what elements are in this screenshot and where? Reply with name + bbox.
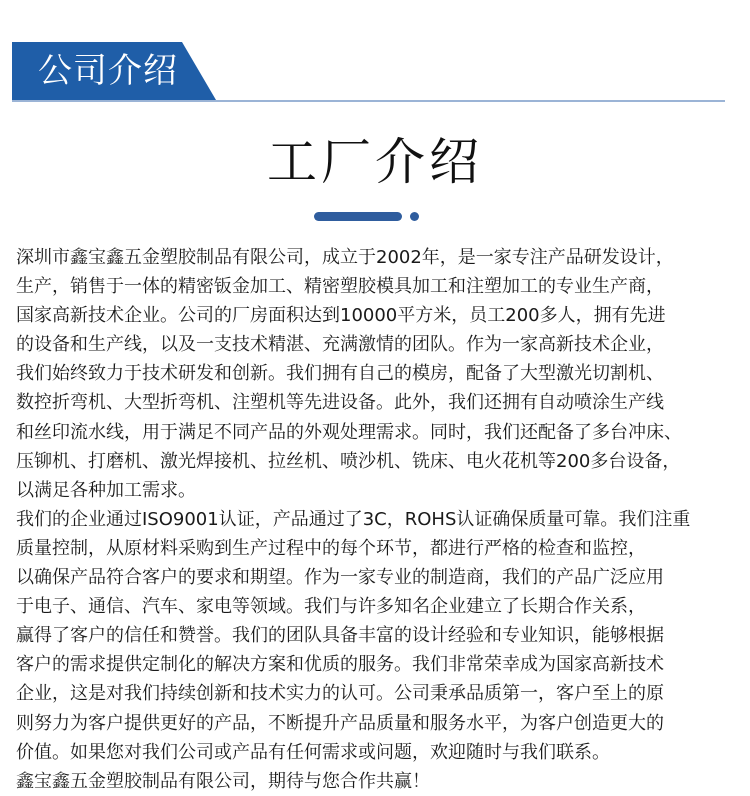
description-line: 生产，销售于一体的精密钣金加工、精密塑胶模具加工和注塑加工的专业生产商，	[16, 276, 664, 298]
description-line: 数控折弯机、大型折弯机、注塑机等先进设备。此外，我们还拥有自动喷涂生产线	[16, 392, 664, 414]
description-line: 和丝印流水线，用于满足不同产品的外观处理需求。同时，我们还配备了多台冲床、	[16, 421, 682, 443]
header-divider	[12, 100, 725, 102]
description-line: 以满足各种加工需求。	[16, 479, 196, 501]
description-line: 客户的需求提供定制化的解决方案和优质的服务。我们非常荣幸成为国家高新技术	[16, 654, 664, 676]
description-line: 价值。如果您对我们公司或产品有任何需求或问题，欢迎随时与我们联系。	[16, 741, 610, 763]
description-line: 赢得了客户的信任和赞誉。我们的团队具备丰富的设计经验和专业知识，能够根据	[16, 625, 664, 647]
description-line: 我们始终致力于技术研发和创新。我们拥有自己的模房，配备了大型激光切割机、	[16, 363, 664, 385]
description-line: 以确保产品符合客户的要求和期望。作为一家专业的制造商，我们的产品广泛应用	[16, 567, 664, 589]
title-accent-bar	[314, 212, 402, 221]
description-line: 鑫宝鑫五金塑胶制品有限公司，期待与您合作共赢！	[16, 770, 430, 792]
description-line: 企业，这是对我们持续创新和技术实力的认可。公司秉承品质第一，客户至上的原	[16, 683, 664, 705]
company-description	[16, 243, 740, 796]
description-line: 则努力为客户提供更好的产品，不断提升产品质量和服务水平，为客户创造更大的	[16, 712, 664, 734]
description-line: 压铆机、打磨机、激光焊接机、拉丝机、喷沙机、铣床、电火花机等200多台设备，	[16, 450, 681, 472]
section-header-title: 公司介绍	[38, 51, 178, 91]
description-line: 于电子、通信、汽车、家电等领域。我们与许多知名企业建立了长期合作关系，	[16, 596, 646, 618]
page-title: 工厂介绍	[267, 133, 483, 191]
description-line: 的设备和生产线，以及一支技术精湛、充满激情的团队。作为一家高新技术企业，	[16, 334, 664, 356]
description-line: 我们的企业通过ISO9001认证，产品通过了3C，ROHS认证确保质量可靠。我们注重	[16, 508, 691, 530]
description-line: 质量控制，从原材料采购到生产过程中的每个环节，都进行严格的检查和监控，	[16, 537, 646, 559]
description-line: 深圳市鑫宝鑫五金塑胶制品有限公司，成立于2002年，是一家专注产品研发设计，	[16, 247, 674, 268]
description-line: 国家高新技术企业。公司的厂房面积达到10000平方米，员工200多人，拥有先进	[16, 305, 666, 327]
title-accent-dot	[410, 212, 419, 221]
